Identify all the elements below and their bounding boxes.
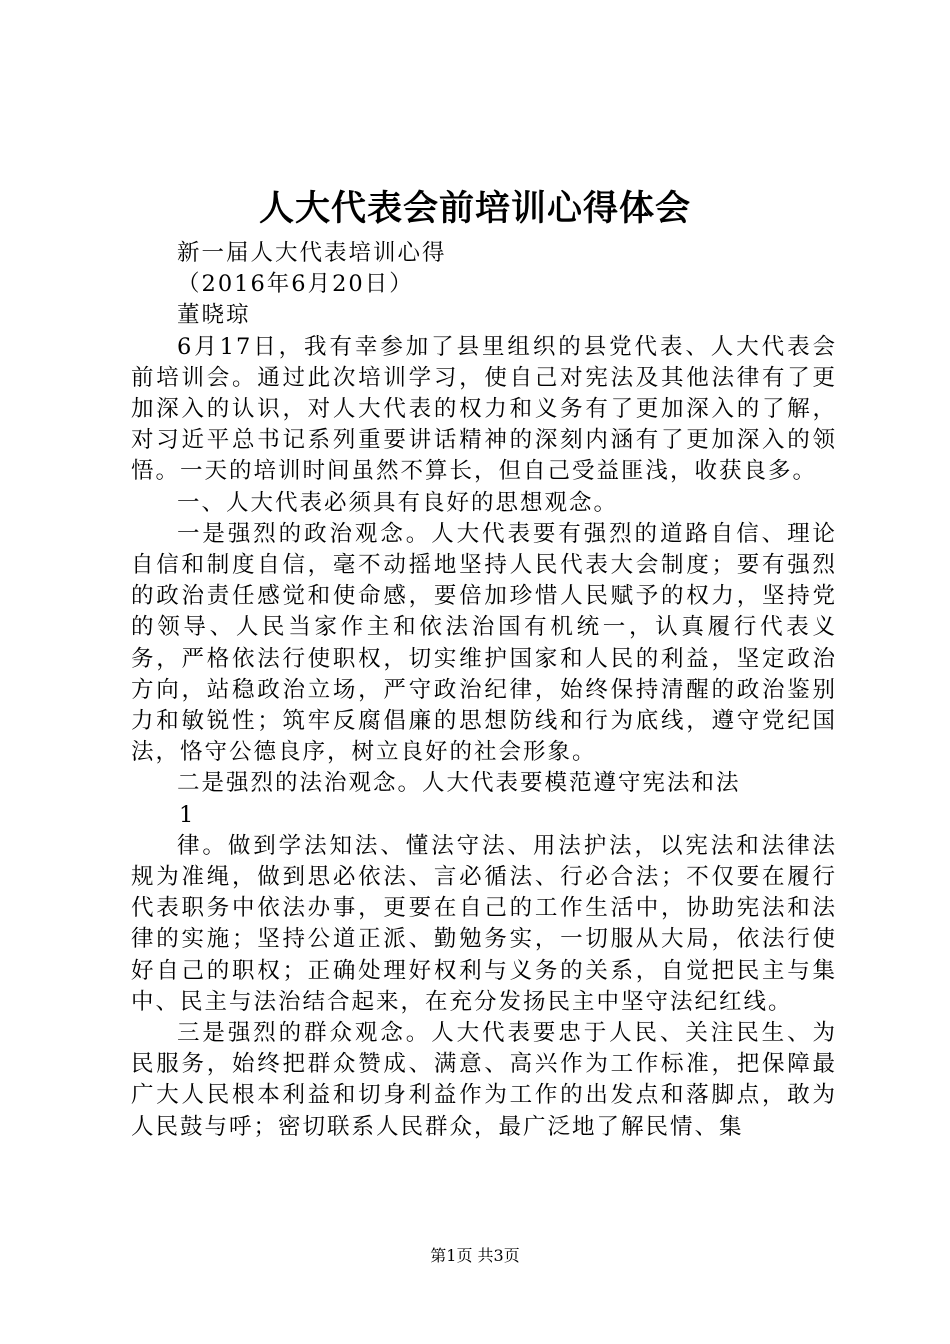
paragraph-masses: 三是强烈的群众观念。人大代表要忠于人民、关注民生、为民服务，始终把群众赞成、满意、高兴作为工作标准，把保障最广大人民根本利益和切身利益作为工作的出发点和落脚点，敢为人民鼓与呼；密切联系人民群众，最广泛地了解民情、集 bbox=[131, 1020, 837, 1140]
paragraph-political: 一是强烈的政治观念。人大代表要有强烈的道路自信、理论自信和制度自信，毫不动摇地坚持人民代表大会制度；要有强烈的政治责任感觉和使命感，要倍加珍惜人民赋予的权力，坚持党的领导、人民当家作主和依法治国有机统一，认真履行代表义务，严格依法行使职权，切实维护国家和人民的利益，坚定政治方向，站稳政治立场，严守政治纪律，始终保持清醒的政治鉴别力和敏锐性；筑牢反腐倡廉的思想防线和行为底线，遵守党纪国法，恪守公德良序，树立良好的社会形象。 bbox=[131, 520, 837, 766]
page-number-marker: 1 bbox=[179, 801, 194, 828]
page-footer: 第1页 共3页 bbox=[430, 1246, 520, 1265]
paragraph-legal-start: 二是强烈的法治观念。人大代表要模范遵守宪法和法 bbox=[177, 770, 741, 797]
section-heading: 一、人大代表必须具有良好的思想观念。 bbox=[177, 489, 619, 516]
document-title: 人大代表会前培训心得体会 bbox=[258, 188, 691, 229]
author-name: 董晓琼 bbox=[177, 302, 251, 329]
document-body bbox=[131, 238, 837, 1143]
date-line: （2016年6月20日） bbox=[177, 271, 414, 298]
paragraph-intro: 6月17日，我有幸参加了县里组织的县党代表、人大代表会前培训会。通过此次培训学习，使自己对宪法及其他法律有了更加深入的认识，对人大代表的权力和义务有了更加深入的了解，对习近平总书记系列重要讲话精神的深刻内涵有了更加深入的领悟。一天的培训时间虽然不算长，但自己受益匪浅，收获良多。 bbox=[131, 333, 837, 485]
subtitle: 新一届人大代表培训心得 bbox=[177, 240, 447, 266]
paragraph-legal-continued: 律。做到学法知法、懂法守法、用法护法，以宪法和法律法规为准绳，做到思必依法、言必循法、行必合法；不仅要在履行代表职务中依法办事，更要在自己的工作生活中，协助宪法和法律的实施；坚持公道正派、勤勉务实，一切服从大局，依法行使好自己的职权；正确处理好权利与义务的关系，自觉把民主与集中、民主与法治结合起来，在充分发扬民主中坚守法纪红线。 bbox=[131, 832, 837, 1015]
